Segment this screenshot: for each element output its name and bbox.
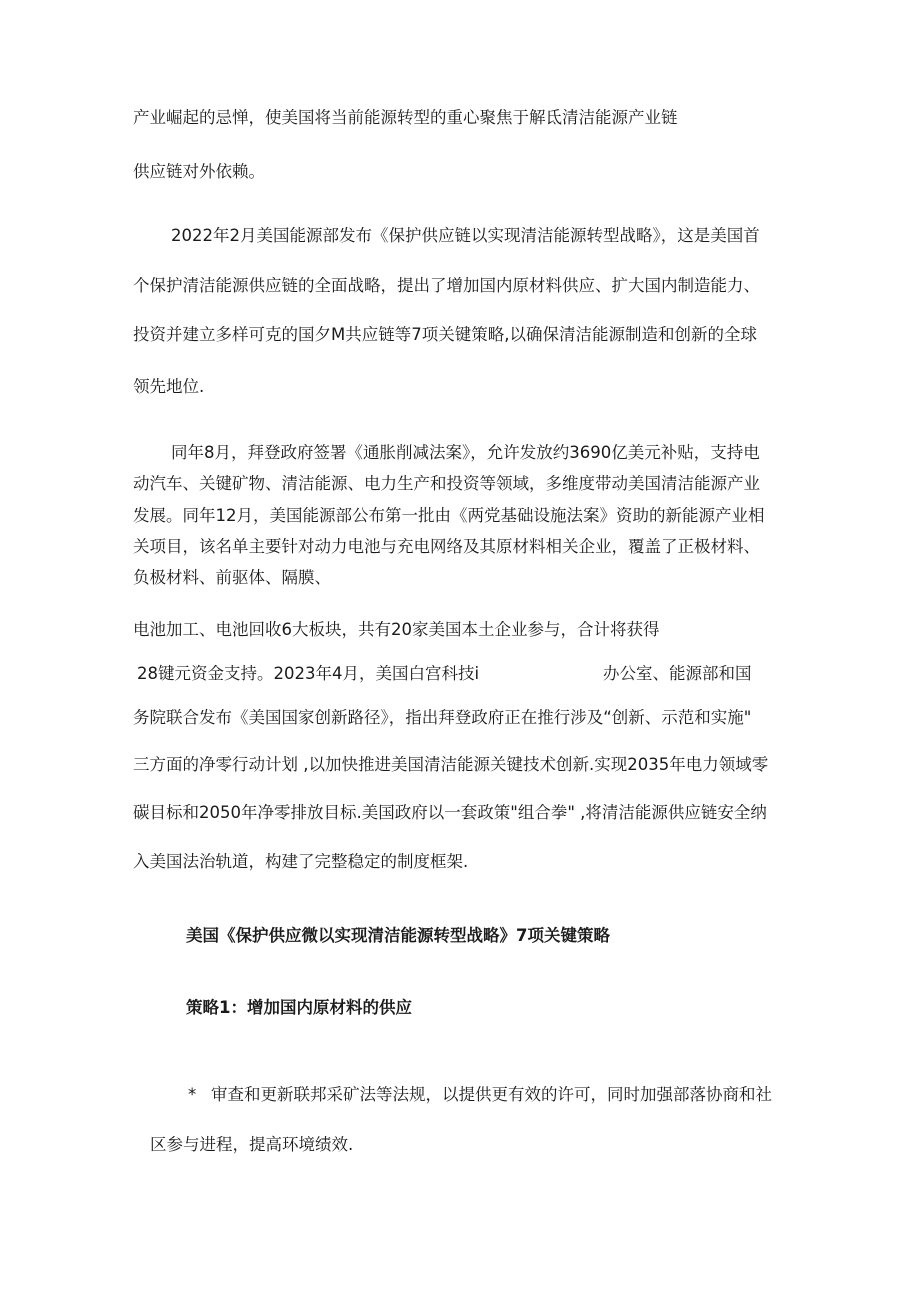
para2-line1: 2022年2月美国能源部发布《保护供应链以实现清洁能源转型战略》，这是美国首 [171,226,760,245]
para2-line2: 个保护清洁能源供应链的全面战略，提出了增加国内原材料供应、扩大国内制造能力、 [133,276,760,295]
para2-line4: 领先地位. [133,377,205,396]
para3-line2: 动汽车、关键矿物、清洁能源、电力生产和投资等领域，多维度带动美国清洁能源产业 [133,474,760,493]
para3-line3: 发展。同年12月，美国能源部公布第一批由《两党基础设施法案》资助的新能源产业相 [133,506,765,525]
bullet-marker: * [188,1085,197,1104]
para3-line6: 电池加工、电池回收6大板块，共有20家美国本土企业参与，合计将获得 [133,620,660,639]
para2-line3: 投资并建立多样可克的国夕M共应链等7项关键策略,以确保清洁能源制造和创新的全球 [133,325,757,344]
para3-line8: 务院联合发布《美国国家创新路径》，指出拜登政府正在推行涉及“创新、示范和实施" [133,708,752,727]
bullet-line2: 区参与进程，提高环境绩效. [150,1135,354,1154]
para1-line2: 供应链对外依赖。 [133,162,265,181]
para3-line4: 关项目，该名单主要针对动力电池与充电网络及其原材料相关企业，覆盖了正极材料、 [133,537,760,556]
para3-line7-left: 28键元资金支持。2023年4月，美国白宫科技i [137,664,480,683]
para1-line1: 产业崛起的忌惮，使美国将当前能源转型的重心聚焦于解氐清洁能源产业链 [133,108,678,127]
bullet-line1: 审查和更新联邦采矿法等法规，以提供更有效的许可，同时加强部落协商和社 [211,1085,772,1104]
para3-line5: 负极材料、前驱体、隔膜、 [133,568,331,587]
strategy-1-heading: 策略1：增加国内原材料的供应 [186,998,412,1017]
para3-line7-right: 办公室、能源部和国 [603,664,752,683]
strategy-table-heading: 美国《保护供应微以实现清洁能源转型战略》7项关键策略 [186,926,610,945]
para3-line11: 入美国法治轨道，构建了完整稳定的制度框架. [133,852,469,871]
para3-line9: 三方面的净零行动计划 ,以加快推进美国清洁能源关键技术创新.实现2035年电力领域零 [133,755,769,774]
para3-line10: 碳目标和2050年净零排放目标.美国政府以一套政策"组合拳" ,将清洁能源供应链安全纳 [133,803,767,822]
para3-line1: 同年8月，拜登政府签署《通胀削减法案》，允许发放约3690亿美元补贴，支持电 [171,443,760,462]
